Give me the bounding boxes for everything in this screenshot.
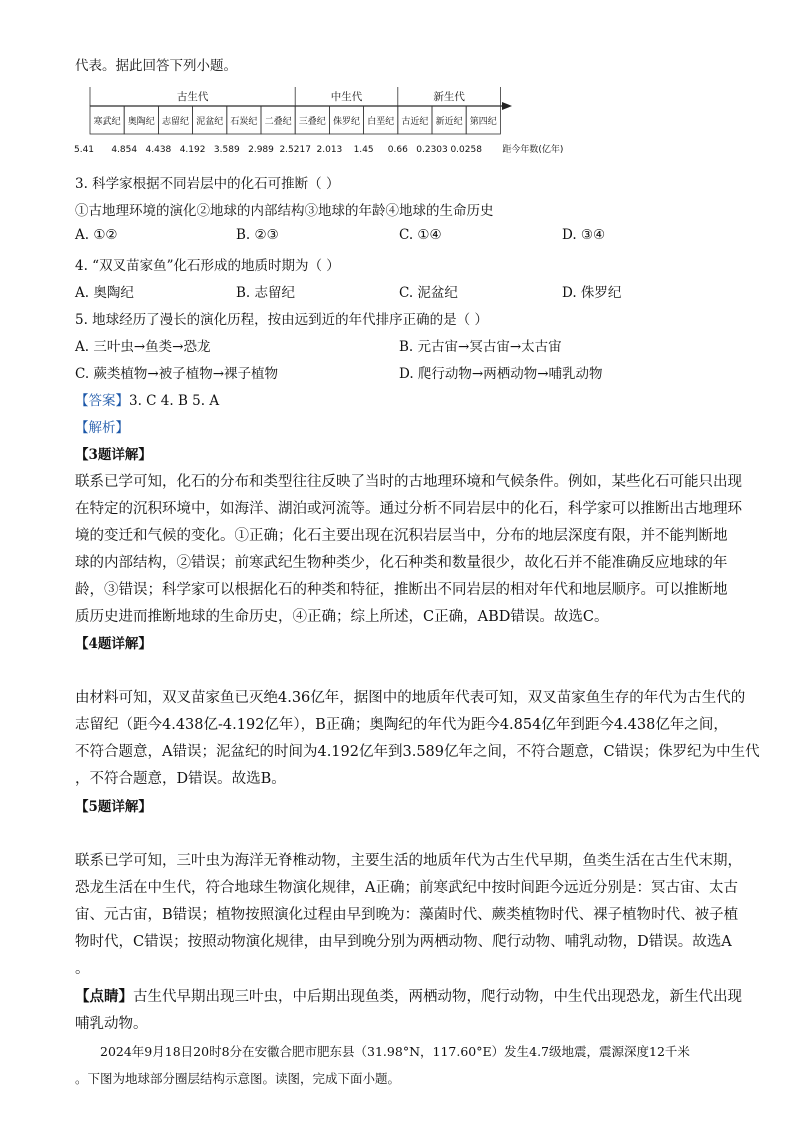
age-label: 0.66 xyxy=(387,145,408,155)
age-label: 0.2303 xyxy=(416,145,448,155)
answer-label: 【答案】 xyxy=(75,393,129,409)
footer-line-1: 2024年9月18日20时8分在安徽合肥市肥东县（31.98°N，117.60°E）发生4.7级地震，震源深度12千米 xyxy=(100,1044,690,1059)
age-label: 0.0258 xyxy=(450,145,482,155)
d3-line-2: 在特定的沉积环境中，如海洋、湖泊或河流等。通过分析不同岩层中的化石，科学家可以推断出古地理环 xyxy=(75,501,742,517)
tip-line-2: 哺乳动物。 xyxy=(75,1016,148,1032)
age-label: 2.013 xyxy=(316,145,343,155)
q3-option-d: D. ③④ xyxy=(562,227,606,243)
period-label: 泥盆纪 xyxy=(196,117,224,127)
period-label: 奥陶纪 xyxy=(127,117,155,127)
d4-title: 【4题详解】 xyxy=(75,636,152,652)
d5-line-2: 恐龙生活在中生代，符合地球生物演化规律，A正确；前寒武纪中按时间距今远近分别是：冥古宙、太古 xyxy=(75,880,738,896)
d5-line-4: 物时代，C错误；按照动物演化规律，由早到晚分别为两栖动物、爬行动物、哺乳动物，D错误。故选A xyxy=(75,934,732,950)
d3-title: 【3题详解】 xyxy=(75,447,152,463)
answer-text: 3. C 4. B 5. A xyxy=(129,393,220,409)
age-label: 4.854 xyxy=(111,145,138,155)
d3-line-1: 联系已学可知，化石的分布和类型往往反映了当时的古地理环境和气候条件。例如，某些化石可能只出现 xyxy=(75,474,742,490)
period-label: 寒武纪 xyxy=(93,117,121,127)
age-label: 3.589 xyxy=(213,145,240,155)
era-label: 古生代 xyxy=(176,91,209,103)
q3-option-a: A. ①② xyxy=(75,227,118,243)
d3-line-3: 境的变迁和气候的变化。①正确；化石主要出现在沉积岩层当中，分布的地层深度有限，并不能判断地 xyxy=(75,528,728,544)
age-label: 4.192 xyxy=(179,145,206,155)
answer-line xyxy=(75,389,219,409)
q3-items: ①古地理环境的演化②地球的内部结构③地球的年龄④地球的生命历史 xyxy=(75,203,494,219)
q3-stem: 3. 科学家根据不同岩层中的化石可推断（ ） xyxy=(75,176,340,192)
age-label: 2.5217 xyxy=(279,145,311,155)
timeline-arrow xyxy=(502,102,512,110)
period-label: 白垩纪 xyxy=(367,117,395,127)
q5-option-b: B. 元古宙→冥古宙→太古宙 xyxy=(399,339,562,355)
d5-line-1: 联系已学可知，三叶虫为海洋无脊椎动物，主要生活的地质年代为古生代早期，鱼类生活在古生代末期， xyxy=(75,853,742,869)
period-label: 新近纪 xyxy=(435,117,463,127)
q4-option-c: C. 泥盆纪 xyxy=(399,285,458,301)
period-label: 第四纪 xyxy=(469,117,497,127)
d4-line-4: ，不符合题意，D错误。故选B。 xyxy=(75,771,286,787)
period-label: 古近纪 xyxy=(401,117,429,127)
d5-line-3: 宙、元古宙，B错误；植物按照演化过程由早到晚为：藻菌时代、蕨类植物时代、裸子植物时代、被子植 xyxy=(75,907,739,923)
age-label: 2.989 xyxy=(248,145,274,155)
q5-option-a: A. 三叶虫→鱼类→恐龙 xyxy=(75,339,211,355)
geologic-time-table xyxy=(73,82,564,160)
q4-option-a: A. 奥陶纪 xyxy=(75,285,134,301)
tip-label: 【点睛】 xyxy=(75,988,133,1005)
d4-line-3: 不符合题意，A错误；泥盆纪的时间为4.192亿年到3.589亿年之间，不符合题意，C错误；侏罗纪为中生代 xyxy=(75,744,760,760)
q5-option-d: D. 爬行动物→两栖动物→哺乳动物 xyxy=(399,366,603,382)
q5-stem: 5. 地球经历了漫长的演化历程，按由远到近的年代排序正确的是（ ） xyxy=(75,312,488,328)
axis-label: 距今年数(亿年) xyxy=(502,145,564,155)
q4-option-d: D. 侏罗纪 xyxy=(562,285,622,301)
footer-line-2: 。下图为地球部分圈层结构示意图。读图，完成下面小题。 xyxy=(75,1071,401,1086)
age-label: 1.45 xyxy=(353,145,374,155)
q4-stem: 4. “双叉苗家鱼”化石形成的地质时期为（ ） xyxy=(75,258,340,274)
q3-option-c: C. ①④ xyxy=(399,227,442,243)
age-label: 4.438 xyxy=(145,145,172,155)
intro-text: 代表。据此回答下列小题。 xyxy=(75,58,237,74)
d5-title: 【5题详解】 xyxy=(75,799,152,815)
period-label: 志留纪 xyxy=(161,117,190,127)
period-label: 二叠纪 xyxy=(264,117,292,127)
analysis-label: 【解析】 xyxy=(75,420,129,436)
period-label: 石炭纪 xyxy=(230,117,258,127)
q3-option-b: B. ②③ xyxy=(236,227,279,243)
era-label: 新生代 xyxy=(433,91,465,103)
d3-line-5: 龄，③错误；科学家可以根据化石的种类和特征，推断出不同岩层的相对年代和地层顺序。可以推断地 xyxy=(75,582,728,598)
d4-line-1: 由材料可知，双叉苗家鱼已灭绝4.36亿年，据图中的地质年代表可知，双叉苗家鱼生存的年代为古生代的 xyxy=(75,690,746,706)
age-label: 5.41 xyxy=(73,145,95,155)
tip-text-1: 古生代早期出现三叶虫，中后期出现鱼类，两栖动物，爬行动物，中生代出现恐龙，新生代出现 xyxy=(133,989,742,1005)
period-label: 侏罗纪 xyxy=(332,117,361,127)
d3-line-4: 球的内部结构，②错误；前寒武纪生物种类少，化石种类和数量很少，故化石并不能准确反应地球的年 xyxy=(75,555,728,571)
d3-line-6: 质历史进而推断地球的生命历史，④正确；综上所述，C正确，ABD错误。故选C。 xyxy=(75,609,609,625)
q5-option-c: C. 蕨类植物→被子植物→裸子植物 xyxy=(75,366,279,382)
period-label: 三叠纪 xyxy=(298,117,326,127)
tip-line-1 xyxy=(75,985,742,1006)
q4-option-b: B. 志留纪 xyxy=(236,285,296,301)
d5-line-5: 。 xyxy=(75,961,90,977)
d4-line-2: 志留纪（距今4.438亿-4.192亿年），B正确；奥陶纪的年代为距今4.854亿年到距今4.438亿年之间， xyxy=(75,717,728,733)
era-label: 中生代 xyxy=(330,91,363,103)
